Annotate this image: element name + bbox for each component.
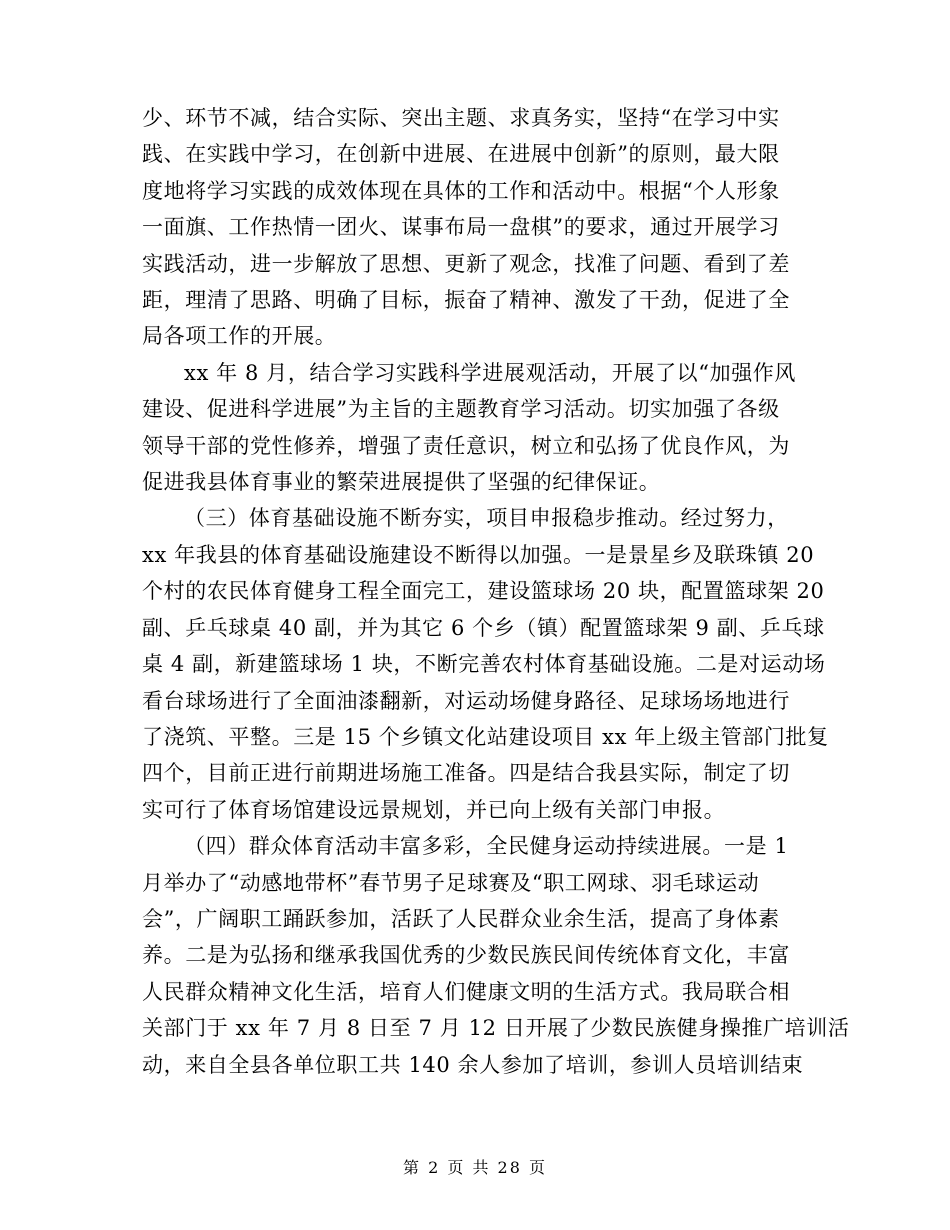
paragraph (142, 355, 812, 501)
text-line: 动，来自全县各单位职工共 140 余人参加了培训，参训人员培训结束 (142, 1052, 804, 1077)
text-line: 看台球场进行了全面油漆翻新，对运动场健身路径、足球场场地进行 (142, 688, 790, 713)
text-line: 月举办了“动感地带杯”春节男子足球赛及“职工网球、羽毛球运动 (142, 870, 760, 895)
text-line: （四）群众体育活动丰富多彩，全民健身运动持续进展。一是 1 (184, 834, 789, 859)
text-line: 个村的农民体育健身工程全面完工，建设篮球场 20 块，配置篮球架 20 (142, 579, 825, 604)
paragraph (142, 100, 812, 355)
text-line: 建设、促进科学进展”为主旨的主题教育学习活动。切实加强了各级 (142, 397, 780, 422)
text-line: 领导干部的党性修养，增强了责任意识，树立和弘扬了优良作风，为 (142, 433, 790, 458)
page-footer (0, 1155, 950, 1178)
text-line: 度地将学习实践的成效体现在具体的工作和活动中。根据“个人形象 (142, 178, 780, 203)
text-line: 关部门于 xx 年 7 月 8 日至 7 月 12 日开展了少数民族健身操推广培训活 (142, 1016, 850, 1041)
text-line: xx 年 8 月，结合学习实践科学进展观活动，开展了以“加强作风 (184, 360, 797, 385)
text-line: 四个，目前正进行前期进场施工准备。四是结合我县实际，制定了切 (142, 761, 790, 786)
text-line: 了浇筑、平整。三是 15 个乡镇文化站建设项目 xx 年上级主管部门批复 (142, 724, 829, 749)
text-line: 副、乒乓球桌 40 副，并为其它 6 个乡（镇）配置篮球架 9 副、乒乓球 (142, 615, 825, 640)
text-line: 局各项工作的开展。 (142, 324, 337, 349)
text-line: 养。二是为弘扬和继承我国优秀的少数民族民间传统体育文化，丰富 (142, 943, 790, 968)
paragraph (142, 500, 829, 828)
text-line: xx 年我县的体育基础设施建设不断得以加强。一是景星乡及联珠镇 20 (142, 542, 815, 567)
text-line: 践、在实践中学习，在创新中进展、在进展中创新”的原则，最大限 (142, 142, 780, 167)
text-line: 距，理清了思路、明确了目标，振奋了精神、激发了干劲，促进了全 (142, 288, 790, 313)
text-line: （三）体育基础设施不断夯实，项目申报稳步推动。经过努力， (184, 506, 789, 531)
page-number-label: 第 2 页 共 28 页 (403, 1158, 547, 1177)
text-line: 少、环节不减，结合实际、突出主题、求真务实，坚持“在学习中实 (142, 106, 780, 130)
text-line: 实践活动，进一步解放了思想、更新了观念，找准了问题、看到了差 (142, 251, 790, 276)
text-line: 会”，广阔职工踊跃参加，活跃了人民群众业余生活，提高了身体素 (142, 906, 780, 931)
text-line: 人民群众精神文化生活，培育人们健康文明的生活方式。我局联合相 (142, 979, 790, 1004)
text-line: 桌 4 副，新建篮球场 1 块，不断完善农村体育基础设施。二是对运动场 (142, 652, 826, 677)
text-line: 一面旗、工作热情一团火、谋事布局一盘棋”的要求，通过开展学习 (142, 215, 780, 240)
text-line: 促进我县体育事业的繁荣进展提供了坚强的纪律保证。 (142, 470, 661, 495)
text-line: 实可行了体育场馆建设远景规划，并已向上级有关部门申报。 (142, 797, 726, 822)
document-body (142, 100, 850, 1083)
paragraph (142, 828, 850, 1083)
